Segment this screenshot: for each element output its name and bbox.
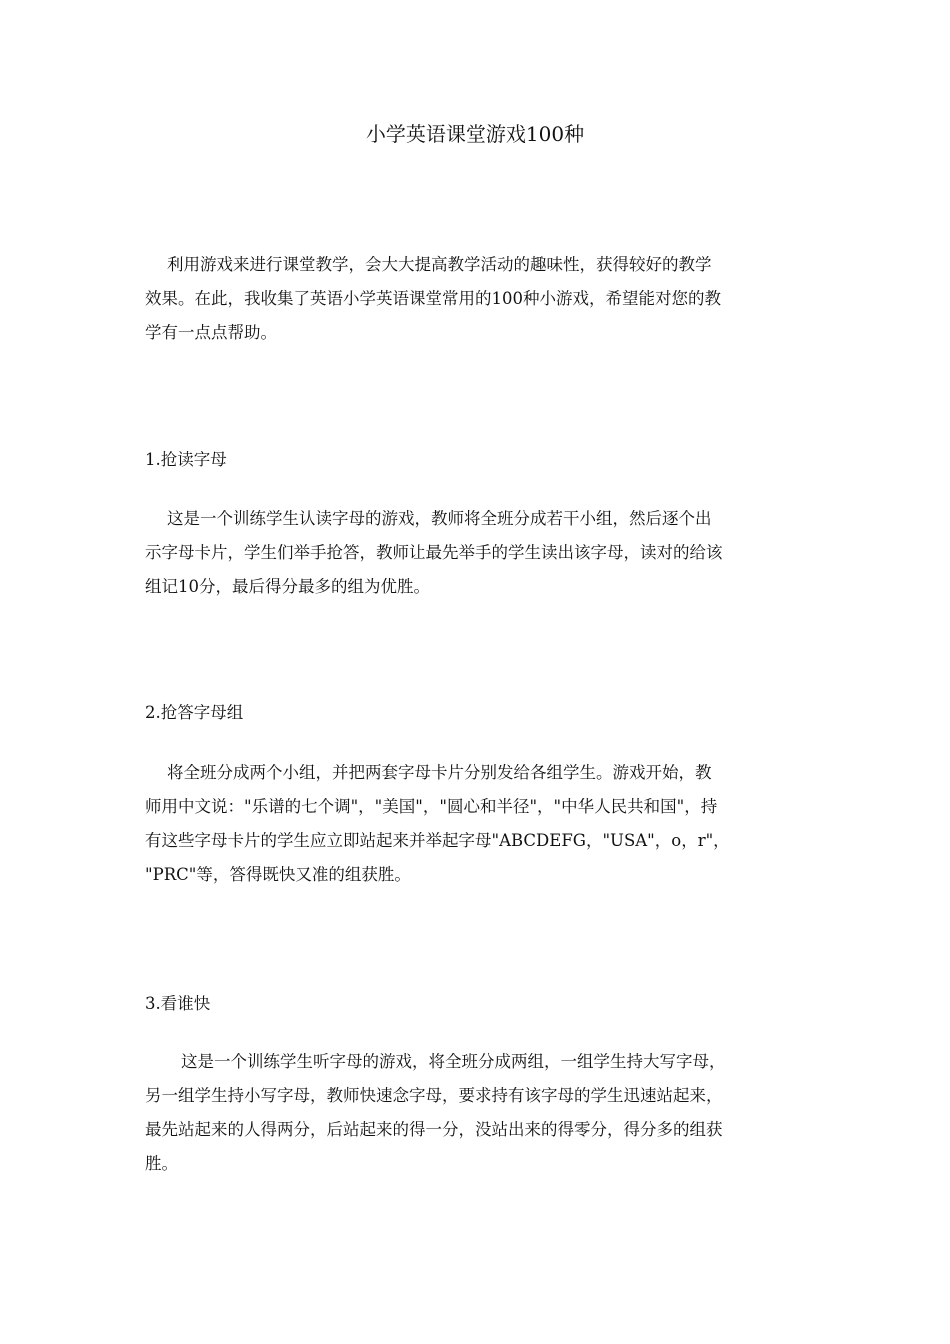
section-3-line-4: 胜。 [145, 1154, 178, 1173]
document-title: 小学英语课堂游戏100种 [365, 122, 585, 146]
section-2-heading: 2.抢答字母组 [145, 703, 244, 722]
intro-line-3: 学有一点点帮助。 [145, 323, 277, 342]
section-1-line-1: 这是一个训练学生认读字母的游戏，教师将全班分成若干小组，然后逐个出 [167, 509, 712, 528]
section-2-line-3: 有这些字母卡片的学生应立即站起来并举起字母"ABCDEFG，"USA"，o，r"， [145, 831, 730, 850]
section-1-heading: 1.抢读字母 [145, 450, 227, 469]
section-3-heading: 3.看谁快 [145, 994, 211, 1013]
section-1-line-3: 组记10分，最后得分最多的组为优胜。 [145, 577, 430, 596]
section-1-paragraph [145, 502, 810, 604]
section-2-line-2: 师用中文说："乐谱的七个调"，"美国"，"圆心和半径"，"中华人民共和国"，持 [145, 797, 718, 816]
intro-paragraph [145, 248, 810, 350]
section-3-line-1: 这是一个训练学生听字母的游戏，将全班分成两组，一组学生持大写字母， [181, 1052, 726, 1071]
section-2-line-4: "PRC"等，答得既快又准的组获胜。 [145, 865, 411, 884]
section-3-line-2: 另一组学生持小写字母，教师快速念字母，要求持有该字母的学生迅速站起来， [145, 1086, 723, 1105]
section-2-line-1: 将全班分成两个小组，并把两套字母卡片分别发给各组学生。游戏开始，教 [167, 763, 712, 782]
section-3-line-3: 最先站起来的人得两分，后站起来的得一分，没站出来的得零分，得分多的组获 [145, 1120, 723, 1139]
intro-line-2: 效果。在此，我收集了英语小学英语课堂常用的100种小游戏，希望能对您的教 [145, 289, 721, 308]
intro-line-1: 利用游戏来进行课堂教学，会大大提高教学活动的趣味性，获得较好的教学 [167, 255, 712, 274]
section-2-paragraph [145, 756, 810, 892]
section-1-line-2: 示字母卡片，学生们举手抢答，教师让最先举手的学生读出该字母，读对的给该 [145, 543, 723, 562]
section-3-paragraph [145, 1045, 810, 1181]
